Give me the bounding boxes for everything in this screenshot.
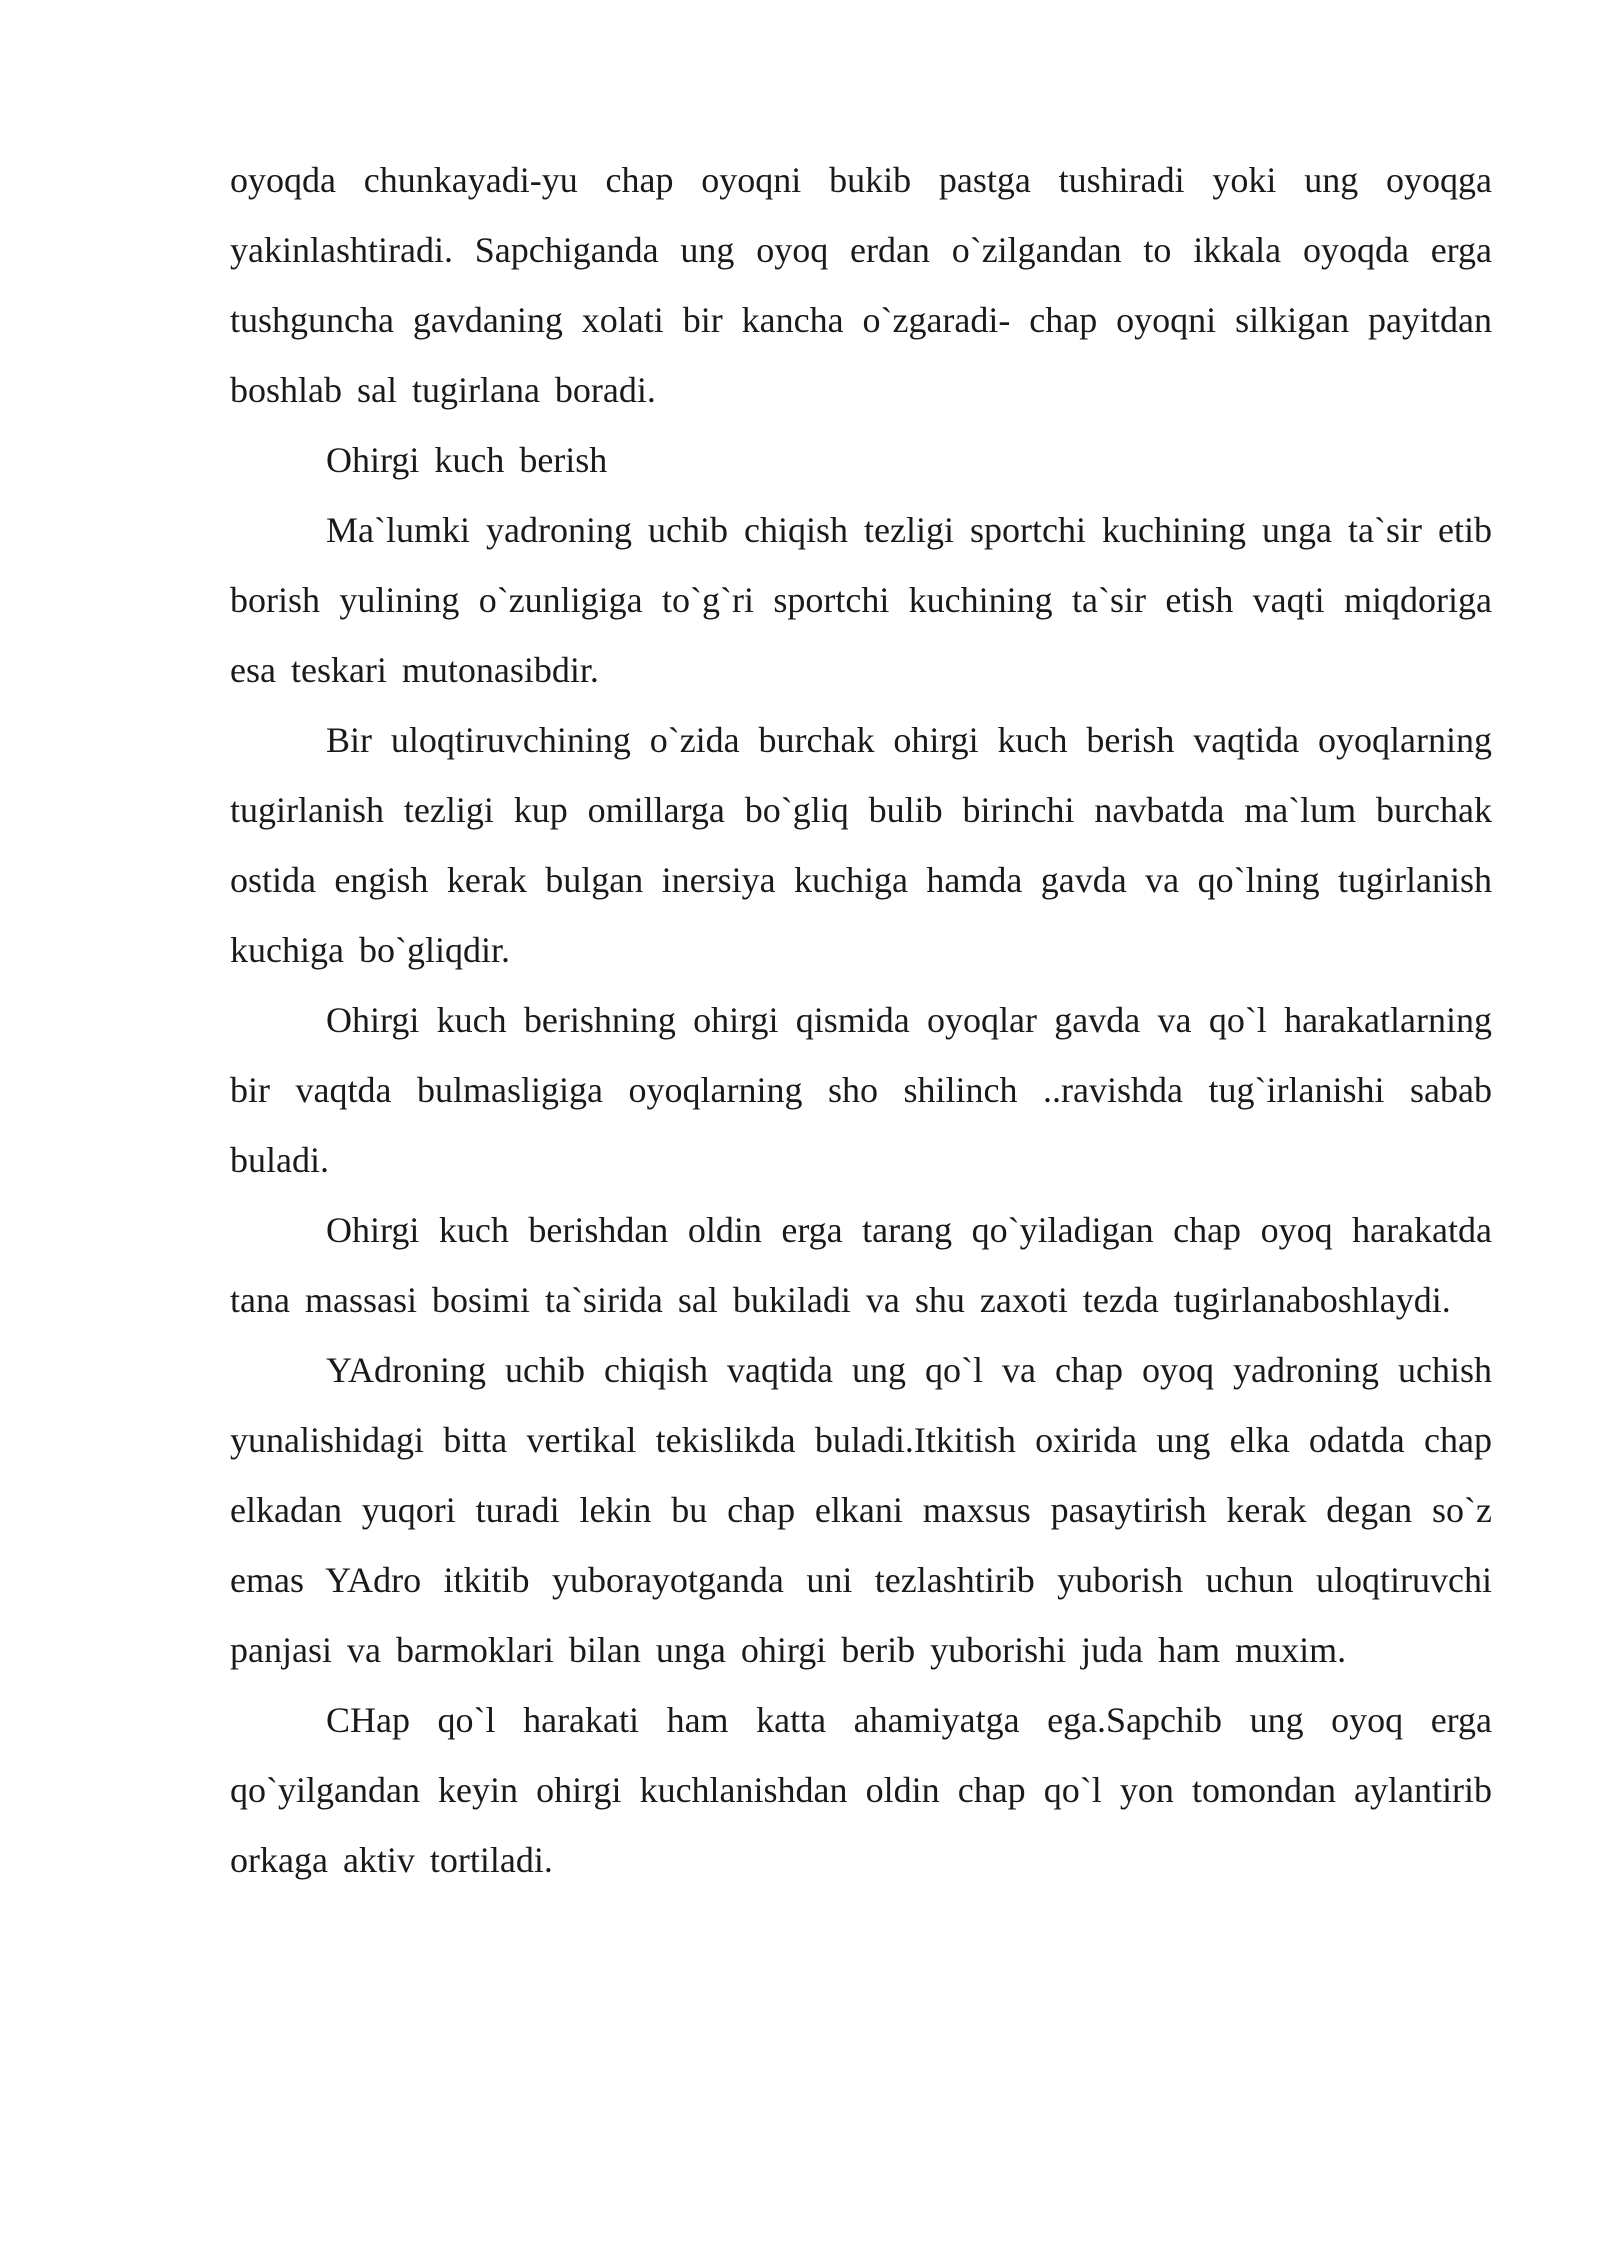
paragraph-5: Ohirgi kuch berishdan oldin erga tarang qo`yiladigan chap oyoq harakatda tana massasi bosimi ta`sirida sal bukiladi va shu zaxoti tezda tugirlanaboshlaydi. — [230, 1210, 1492, 1320]
paragraph-1: oyoqda chunkayadi-yu chap oyoqni bukib pastga tushiradi yoki ung oyoqga yakinlashtiradi. Sapchiganda ung oyoq erdan o`zilgandan to ikkala oyoqda erga tushguncha gavdaning xolati bir kancha o`zgaradi- chap oyoqni silkigan payitdan boshlab sal tugirlana boradi. — [230, 160, 1492, 410]
paragraph-4: Ohirgi kuch berishning ohirgi qismida oyoqlar gavda va qo`l harakatlarning bir vaqtda bulmasligiga oyoqlarning sho shilinch ..ravishda tug`irlanishi sabab buladi. — [230, 1000, 1492, 1180]
paragraph-6: YAdroning uchib chiqish vaqtida ung qo`l va chap oyoq yadroning uchish yunalishidagi bitta vertikal tekislikda buladi.Itkitish oxirida ung elka odatda chap elkadan yuqori turadi lekin bu chap elkani maxsus pasaytirish kerak degan so`z emas YAdro itkitib yuborayotganda uni tezlashtirib yuborish uchun uloqtiruvchi panjasi va barmoklari bilan unga ohirgi berib yuborishi juda ham muxim. — [230, 1350, 1492, 1670]
paragraph-7: CHap qo`l harakati ham katta ahamiyatga ega.Sapchib ung oyoq erga qo`yilgandan keyin ohirgi kuchlanishdan oldin chap qo`l yon tomondan aylantirib orkaga aktiv tortiladi. — [230, 1700, 1492, 1880]
document-body — [230, 145, 1492, 1895]
paragraph-3: Bir uloqtiruvchining o`zida burchak ohirgi kuch berish vaqtida oyoqlarning tugirlanish tezligi kup omillarga bo`gliq bulib birinchi navbatda ma`lum burchak ostida engish kerak bulgan inersiya kuchiga hamda gavda va qo`lning tugirlanish kuchiga bo`gliqdir. — [230, 720, 1492, 970]
paragraph-2: Ma`lumki yadroning uchib chiqish tezligi sportchi kuchining unga ta`sir etib borish yulining o`zunligiga to`g`ri sportchi kuchining ta`sir etish vaqti miqdoriga esa teskari mutonasibdir. — [230, 510, 1492, 690]
section-heading: Ohirgi kuch berish — [326, 440, 608, 480]
